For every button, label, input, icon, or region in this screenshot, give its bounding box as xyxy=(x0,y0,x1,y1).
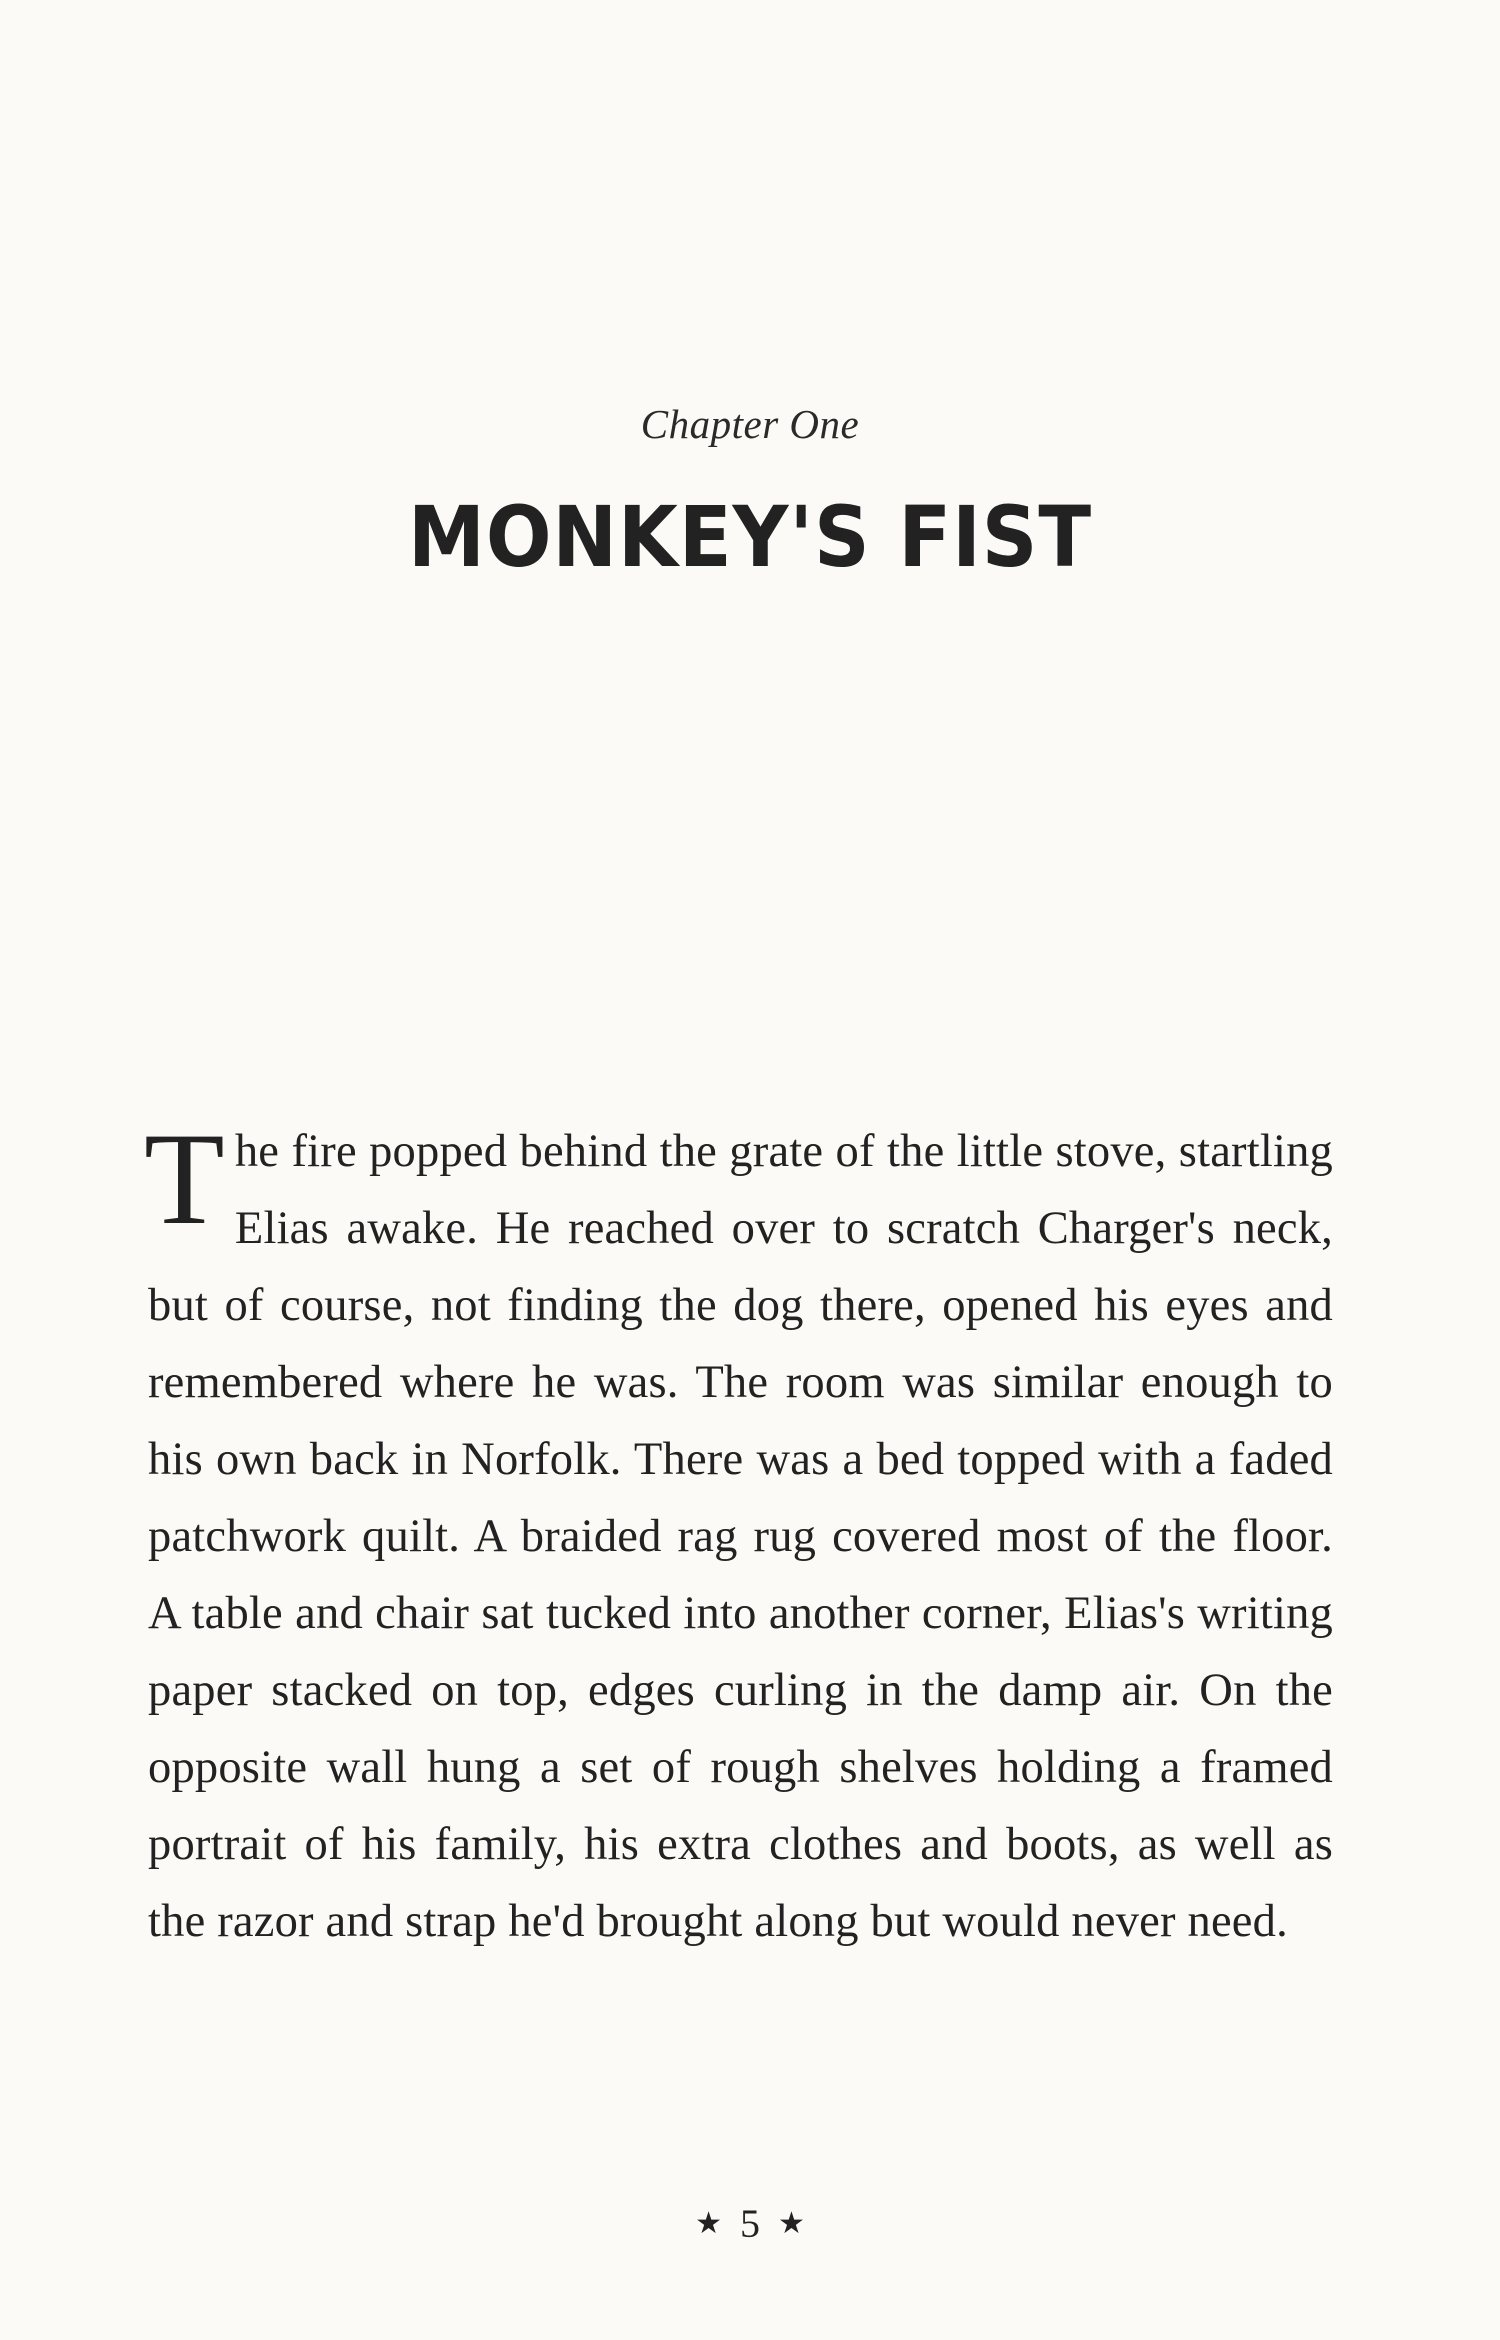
chapter-body-paragraph xyxy=(144,1105,1333,1960)
star-ornament-left-icon: ★ xyxy=(695,2207,722,2240)
page-number: 5 xyxy=(740,2201,760,2246)
paragraph-text: he fire popped behind the grate of the little stove, startling Elias awake. He reached over to scratch Charger's neck, but of course, not finding the dog there, opened his eyes and remembered where he was. The room was similar enough to his own back in Norfolk. There was a bed topped with a faded patchwork quilt. A braided rag rug covered most of the floor. A table and chair sat tucked into another corner, Elias's writing paper stacked on top, edges curling in the damp air. On the opposite wall hung a set of rough shelves holding a framed portrait of his family, his extra clothes and boots, as well as the razor and strap he'd brought along but would never need. xyxy=(148,1126,1333,1947)
star-ornament-right-icon: ★ xyxy=(778,2207,805,2240)
chapter-title: MONKEY'S FIST xyxy=(407,488,1093,586)
drop-cap: T xyxy=(144,1105,225,1252)
chapter-label: Chapter One xyxy=(640,401,860,447)
page-folio xyxy=(0,2200,1500,2247)
